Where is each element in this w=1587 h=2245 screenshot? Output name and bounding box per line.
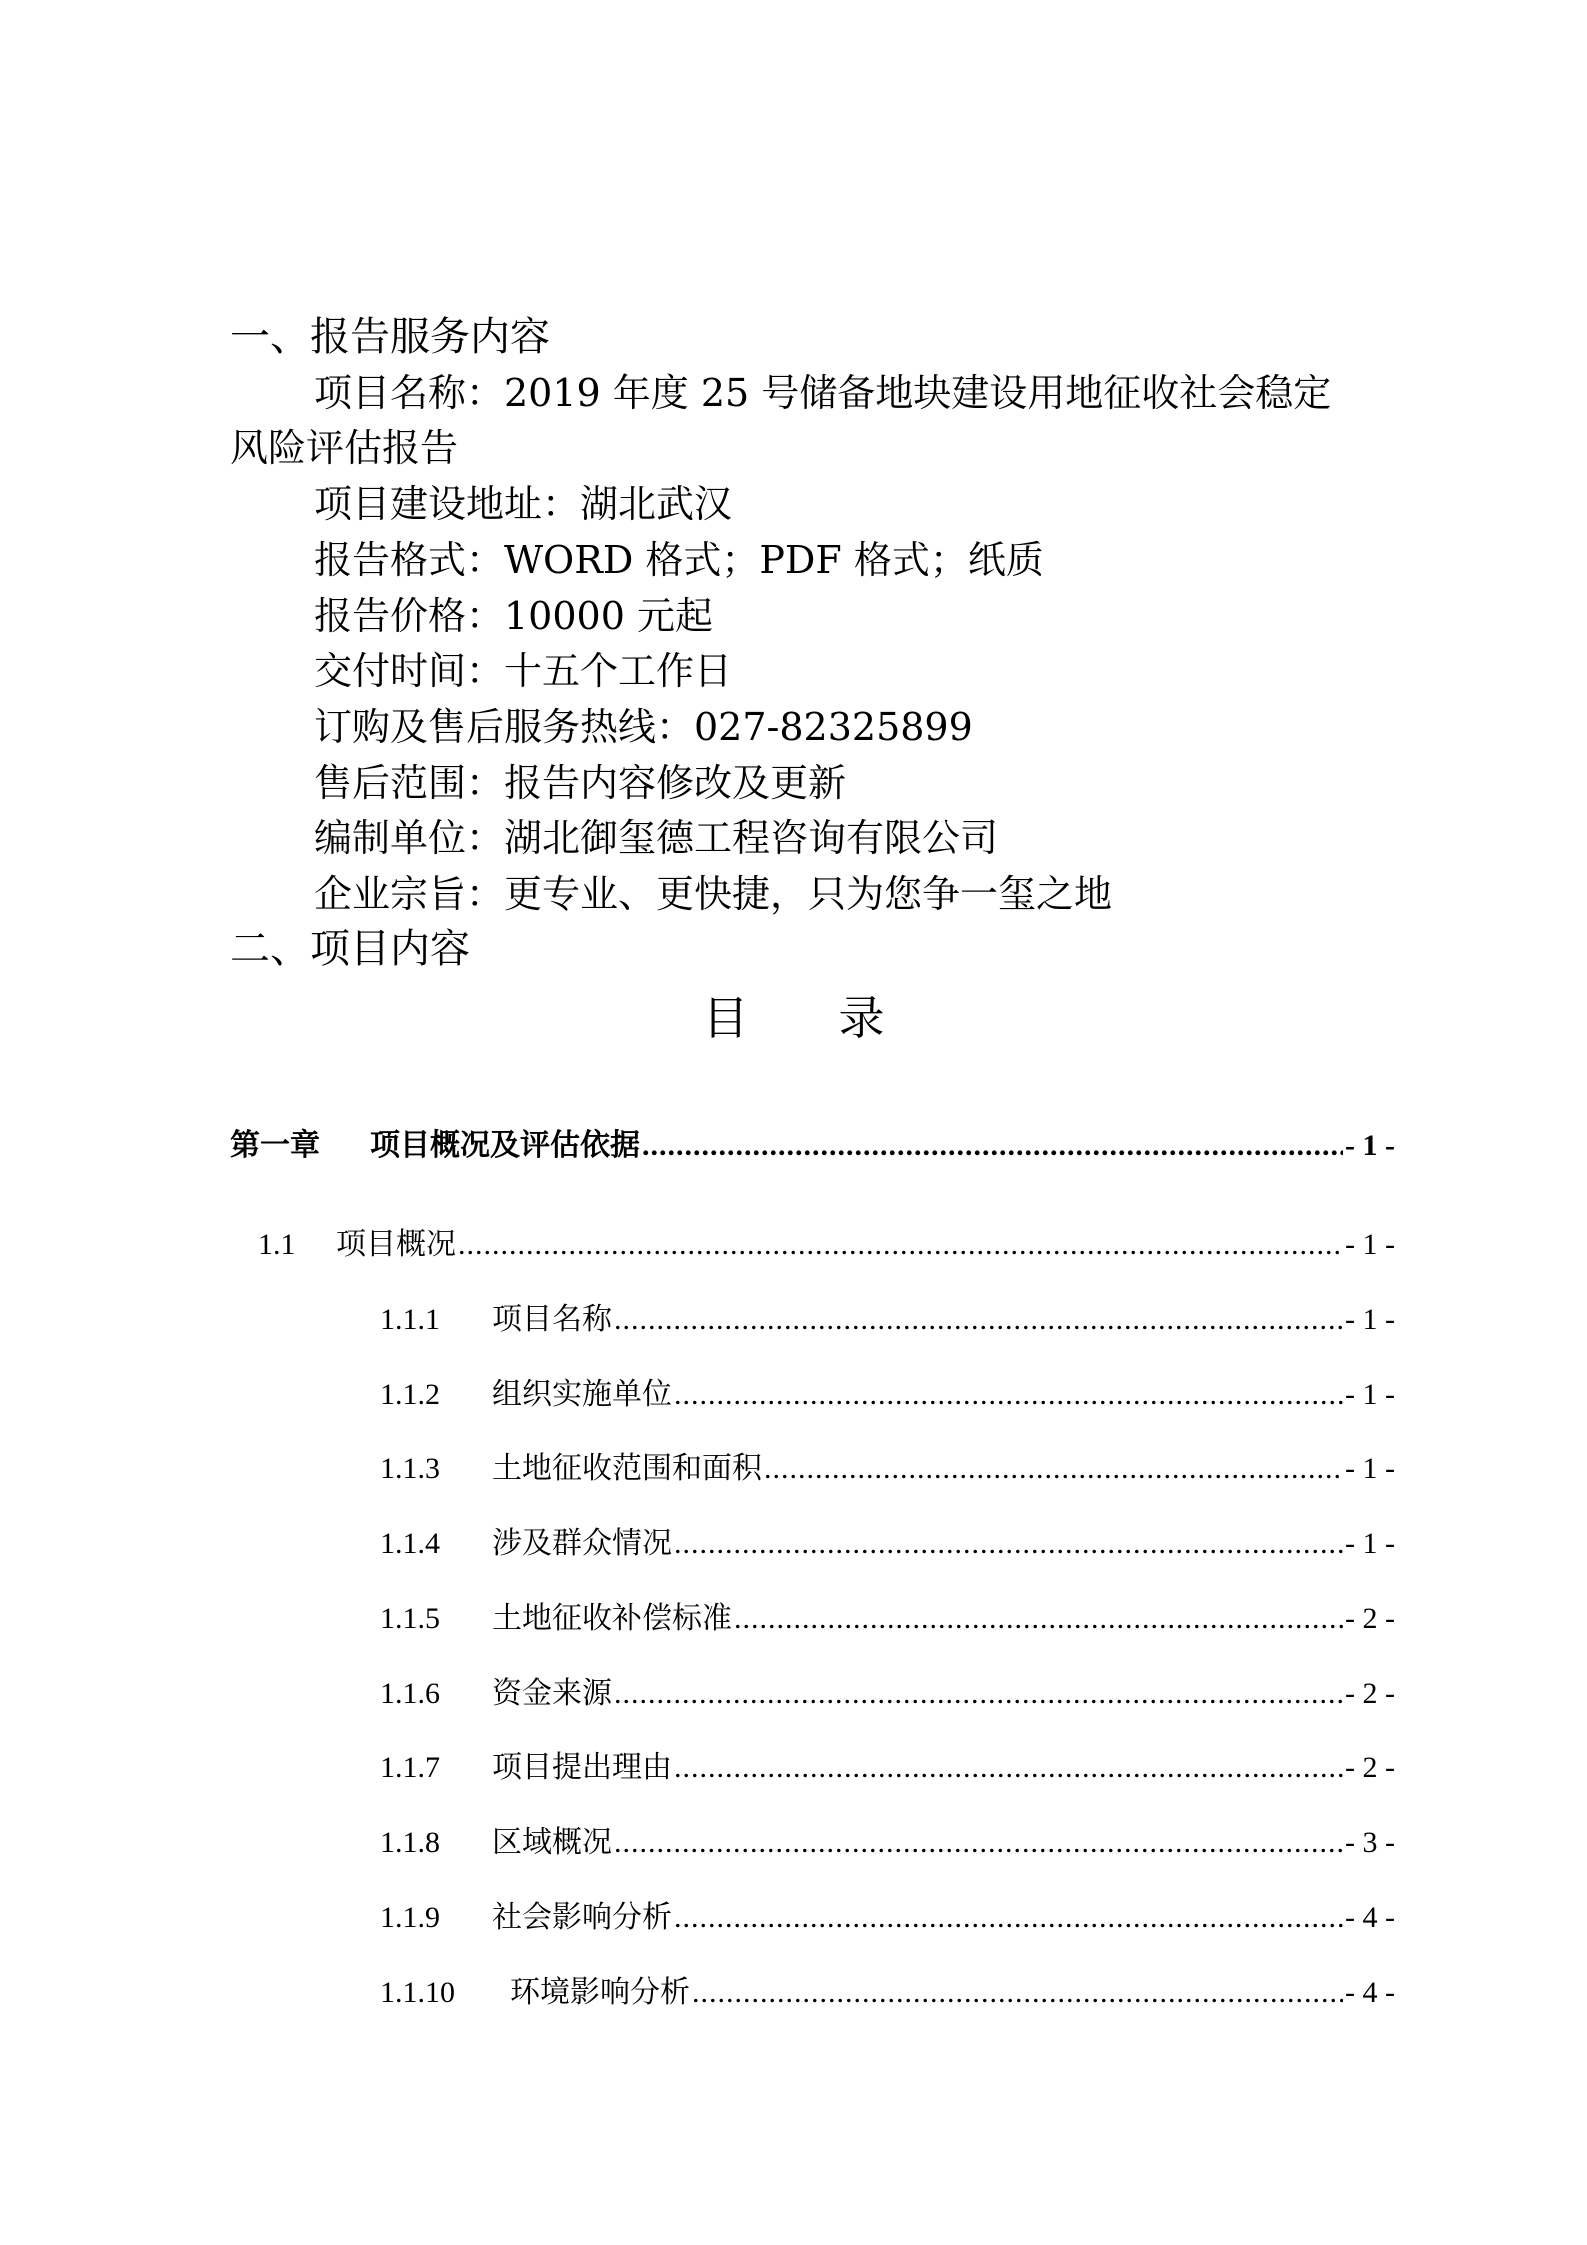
toc-chapter-number: 第一章 (230, 1129, 320, 1162)
toc-leader (674, 1745, 1343, 1791)
toc-subsection-entry[interactable] (380, 1596, 1395, 1642)
toc-subsection-label: 土地征收范围和面积 (492, 1452, 762, 1485)
toc-subsection-number: 1.1.3 (380, 1452, 440, 1485)
toc-leader (674, 1372, 1343, 1418)
toc-leader (764, 1446, 1343, 1492)
toc-subsection-number: 1.1.10 (380, 1976, 455, 2009)
toc-title: 目录 (702, 991, 975, 1045)
toc-section-label: 项目概况 (336, 1228, 456, 1261)
toc-page-number: - 1 - (1345, 1129, 1395, 1162)
toc-subsection-label: 涉及群众情况 (492, 1527, 672, 1560)
toc-subsection-label: 组织实施单位 (492, 1378, 672, 1411)
toc-page-number: - 3 - (1345, 1826, 1395, 1859)
toc-page-number: - 1 - (1345, 1452, 1395, 1485)
toc-page-number: - 1 - (1345, 1228, 1395, 1261)
toc-section-number: 1.1 (258, 1228, 296, 1261)
toc-subsection-number: 1.1.5 (380, 1602, 440, 1635)
toc-leader (674, 1521, 1343, 1567)
toc-chapter-entry[interactable] (230, 1123, 1395, 1169)
toc-leader (692, 1970, 1343, 2016)
toc-subsection-entry[interactable] (380, 1671, 1395, 1717)
toc-subsection-label: 资金来源 (492, 1677, 612, 1710)
toc-leader (642, 1123, 1343, 1169)
toc-subsection-entry[interactable] (380, 1820, 1395, 1866)
project-name-line1: 项目名称：2019 年度 25 号储备地块建设用地征收社会稳定 (314, 371, 1332, 415)
toc-subsection-label: 土地征收补偿标准 (492, 1602, 732, 1635)
toc-subsection-label: 项目名称 (492, 1303, 612, 1336)
toc-subsection-entry[interactable] (380, 1521, 1395, 1567)
toc-leader (458, 1222, 1343, 1268)
toc-page-number: - 1 - (1345, 1527, 1395, 1560)
toc-subsection-label: 环境影响分析 (510, 1976, 690, 2009)
toc-chapter-label: 项目概况及评估依据 (370, 1129, 640, 1162)
toc-page-number: - 1 - (1345, 1378, 1395, 1411)
company-purpose: 企业宗旨：更专业、更快捷，只为您争一玺之地 (314, 872, 1113, 916)
toc-leader (674, 1895, 1343, 1941)
toc-subsection-number: 1.1.8 (380, 1826, 440, 1859)
after-sales-scope: 售后范围：报告内容修改及更新 (314, 761, 847, 805)
toc-subsection-label: 社会影响分析 (492, 1901, 672, 1934)
project-name-line2: 风险评估报告 (230, 426, 459, 470)
service-hotline: 订购及售后服务热线：027-82325899 (314, 705, 973, 749)
toc-subsection-number: 1.1.4 (380, 1527, 440, 1560)
toc-subsection-number: 1.1.2 (380, 1378, 440, 1411)
toc-subsection-entry[interactable] (380, 1297, 1395, 1343)
toc-subsection-label: 区域概况 (492, 1826, 612, 1859)
toc-subsection-entry[interactable] (380, 1446, 1395, 1492)
toc-page-number: - 2 - (1345, 1602, 1395, 1635)
toc-subsection-entry[interactable] (380, 1970, 1395, 2016)
project-address: 项目建设地址：湖北武汉 (314, 482, 733, 526)
section-heading-content: 二、项目内容 (230, 926, 470, 972)
toc-page-number: - 2 - (1345, 1677, 1395, 1710)
toc-subsection-entry[interactable] (380, 1372, 1395, 1418)
toc-leader (614, 1671, 1343, 1717)
toc-page-number: - 2 - (1345, 1751, 1395, 1784)
toc-subsection-number: 1.1.6 (380, 1677, 440, 1710)
toc-subsection-number: 1.1.1 (380, 1303, 440, 1336)
toc-subsection-label: 项目提出理由 (492, 1751, 672, 1784)
toc-subsection-number: 1.1.7 (380, 1751, 440, 1784)
toc-leader (614, 1297, 1343, 1343)
compiler-unit: 编制单位：湖北御玺德工程咨询有限公司 (314, 816, 999, 860)
toc-leader (614, 1820, 1343, 1866)
toc-leader (734, 1596, 1343, 1642)
toc-subsection-entry[interactable] (380, 1745, 1395, 1791)
toc-subsection-number: 1.1.9 (380, 1901, 440, 1934)
section-heading-service: 一、报告服务内容 (230, 314, 550, 360)
delivery-time: 交付时间：十五个工作日 (314, 649, 733, 693)
toc-page-number: - 4 - (1345, 1901, 1395, 1934)
report-format: 报告格式：WORD 格式；PDF 格式；纸质 (314, 538, 1044, 582)
toc-page-number: - 1 - (1345, 1303, 1395, 1336)
report-price: 报告价格：10000 元起 (314, 594, 713, 638)
toc-subsection-entry[interactable] (380, 1895, 1395, 1941)
toc-section-entry[interactable] (258, 1222, 1395, 1268)
toc-page-number: - 4 - (1345, 1976, 1395, 2009)
